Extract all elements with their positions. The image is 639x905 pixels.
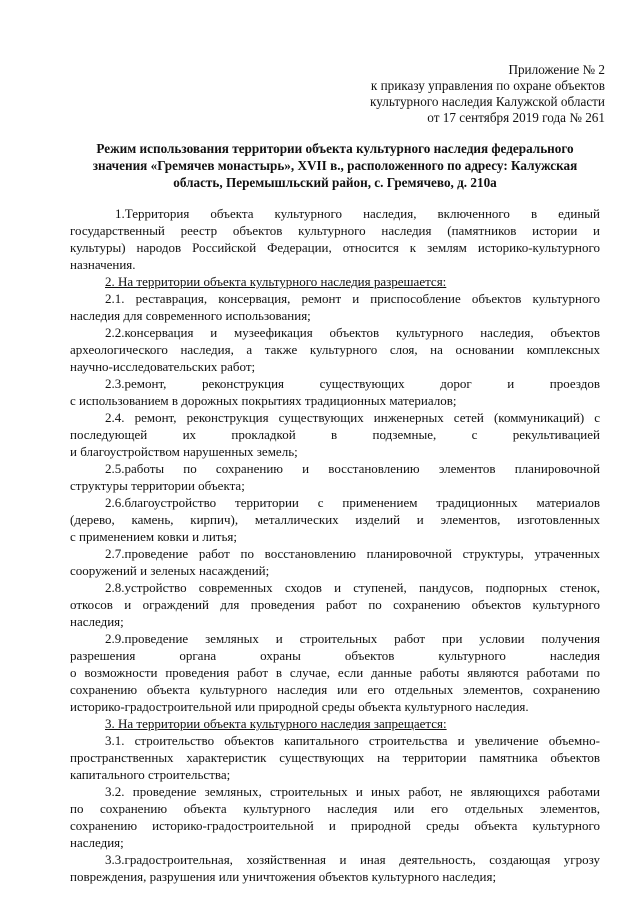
paragraph-line: наследия;	[70, 614, 124, 629]
title-line: Режим использования территории объекта культурного наследия федерального	[96, 141, 574, 156]
paragraph-line: 2.5.работы по сохранению и восстановлению элементов планировочной	[105, 461, 600, 476]
paragraph-line: откосов и ограждений для проведения работ по сохранению объектов культурного	[70, 597, 600, 612]
paragraph-line: сохранению историко-градостроительной и природной среды объекта культурного	[70, 818, 600, 833]
paragraph-line: по сохранению объекта культурного наследия или его отдельных элементов,	[70, 801, 600, 816]
paragraph-line: 2.4. ремонт, реконструкция существующих инженерных сетей (коммуникаций) с	[105, 410, 600, 425]
paragraph-line: наследия;	[70, 835, 124, 850]
appendix-date: от 17 сентября 2019 года № 261	[427, 110, 605, 125]
document-body	[70, 206, 600, 886]
title-line: значения «Гремячев монастырь», XVII в., расположенного по адресу: Калужская	[92, 158, 578, 173]
paragraph-line: сооружений и зеленых насаждений;	[70, 563, 270, 578]
appendix-header	[305, 62, 605, 126]
paragraph-line: 2.3.ремонт, реконструкция существующих дорог и проездов	[105, 376, 600, 391]
appendix-order-ref: к приказу управления по охране объектов	[370, 78, 605, 93]
paragraph-line: 1.Территория объекта культурного наследия, включенного в единый	[115, 206, 600, 221]
paragraph-line: и благоустройством нарушенных земель;	[70, 444, 298, 459]
paragraph-line: 2.9.проведение земляных и строительных работ при условии получения	[105, 631, 600, 646]
paragraph-line: 3.3.градостроительная, хозяйственная и иная деятельность, создающая угрозу	[105, 852, 600, 867]
section-heading: 3. На территории объекта культурного наследия запрещается:	[105, 716, 447, 731]
paragraph-line: сохранению объекта культурного наследия или его отдельных элементов, сохранению	[70, 682, 600, 697]
paragraph-line: последующей их прокладкой в подземные, с рекультивацией	[70, 427, 600, 442]
paragraph-line: 2.1. реставрация, консервация, ремонт и приспособление объектов культурного	[105, 291, 600, 306]
paragraph-line: повреждения, разрушения или уничтожения объектов культурного наследия;	[70, 869, 497, 884]
paragraph-line: назначения.	[70, 257, 136, 272]
paragraph-line: научно-исследовательских работ;	[70, 359, 256, 374]
paragraph-line: археологического наследия, а также культурного слоя, на основании комплексных	[70, 342, 600, 357]
appendix-authority: культурного наследия Калужской области	[370, 94, 605, 109]
section-heading: 2. На территории объекта культурного наследия разрешается:	[105, 274, 447, 289]
paragraph-line: 3.2. проведение земляных, строительных и иных работ, не являющихся работами	[105, 784, 600, 799]
paragraph-line: историко-градостроительной или природной среды объекта культурного наследия.	[70, 699, 529, 714]
paragraph-line: структуры территории объекта;	[70, 478, 245, 493]
paragraph-line: разрешения органа охраны объектов культурного наследия	[70, 648, 600, 663]
paragraph-line: пространственных характеристик существующих на территории памятника объектов	[70, 750, 600, 765]
paragraph-line: 2.8.устройство современных сходов и ступеней, пандусов, подпорных стенок,	[105, 580, 600, 595]
paragraph-line: 2.2.консервация и музеефикация объектов культурного наследия, объектов	[105, 325, 600, 340]
paragraph-line: 2.6.благоустройство территории с применением традиционных материалов	[105, 495, 600, 510]
paragraph-line: капитального строительства;	[70, 767, 231, 782]
paragraph-line: государственный реестр объектов культурного наследия (памятников истории и	[70, 223, 600, 238]
appendix-number: Приложение № 2	[508, 62, 605, 77]
paragraph-line: с использованием в дорожных покрытиях традиционных материалов;	[70, 393, 457, 408]
paragraph-line: с применением ковки и литья;	[70, 529, 237, 544]
paragraph-line: о возможности проведения работ в случае, если данные работы являются работами по	[70, 665, 600, 680]
paragraph-line: 2.7.проведение работ по восстановлению планировочной структуры, утраченных	[105, 546, 600, 561]
title-line: область, Перемышльский район, с. Гремячево, д. 210а	[173, 175, 497, 190]
document-title	[70, 140, 600, 191]
paragraph-line: культуры) народов Российской Федерации, относится к землям историко-культурного	[70, 240, 600, 255]
paragraph-line: наследия для современного использования;	[70, 308, 311, 323]
paragraph-line: 3.1. строительство объектов капитального строительства и увеличение объемно-	[105, 733, 600, 748]
paragraph-line: (дерево, камень, кирпич), металлических изделий и элементов, изготовленных	[70, 512, 600, 527]
